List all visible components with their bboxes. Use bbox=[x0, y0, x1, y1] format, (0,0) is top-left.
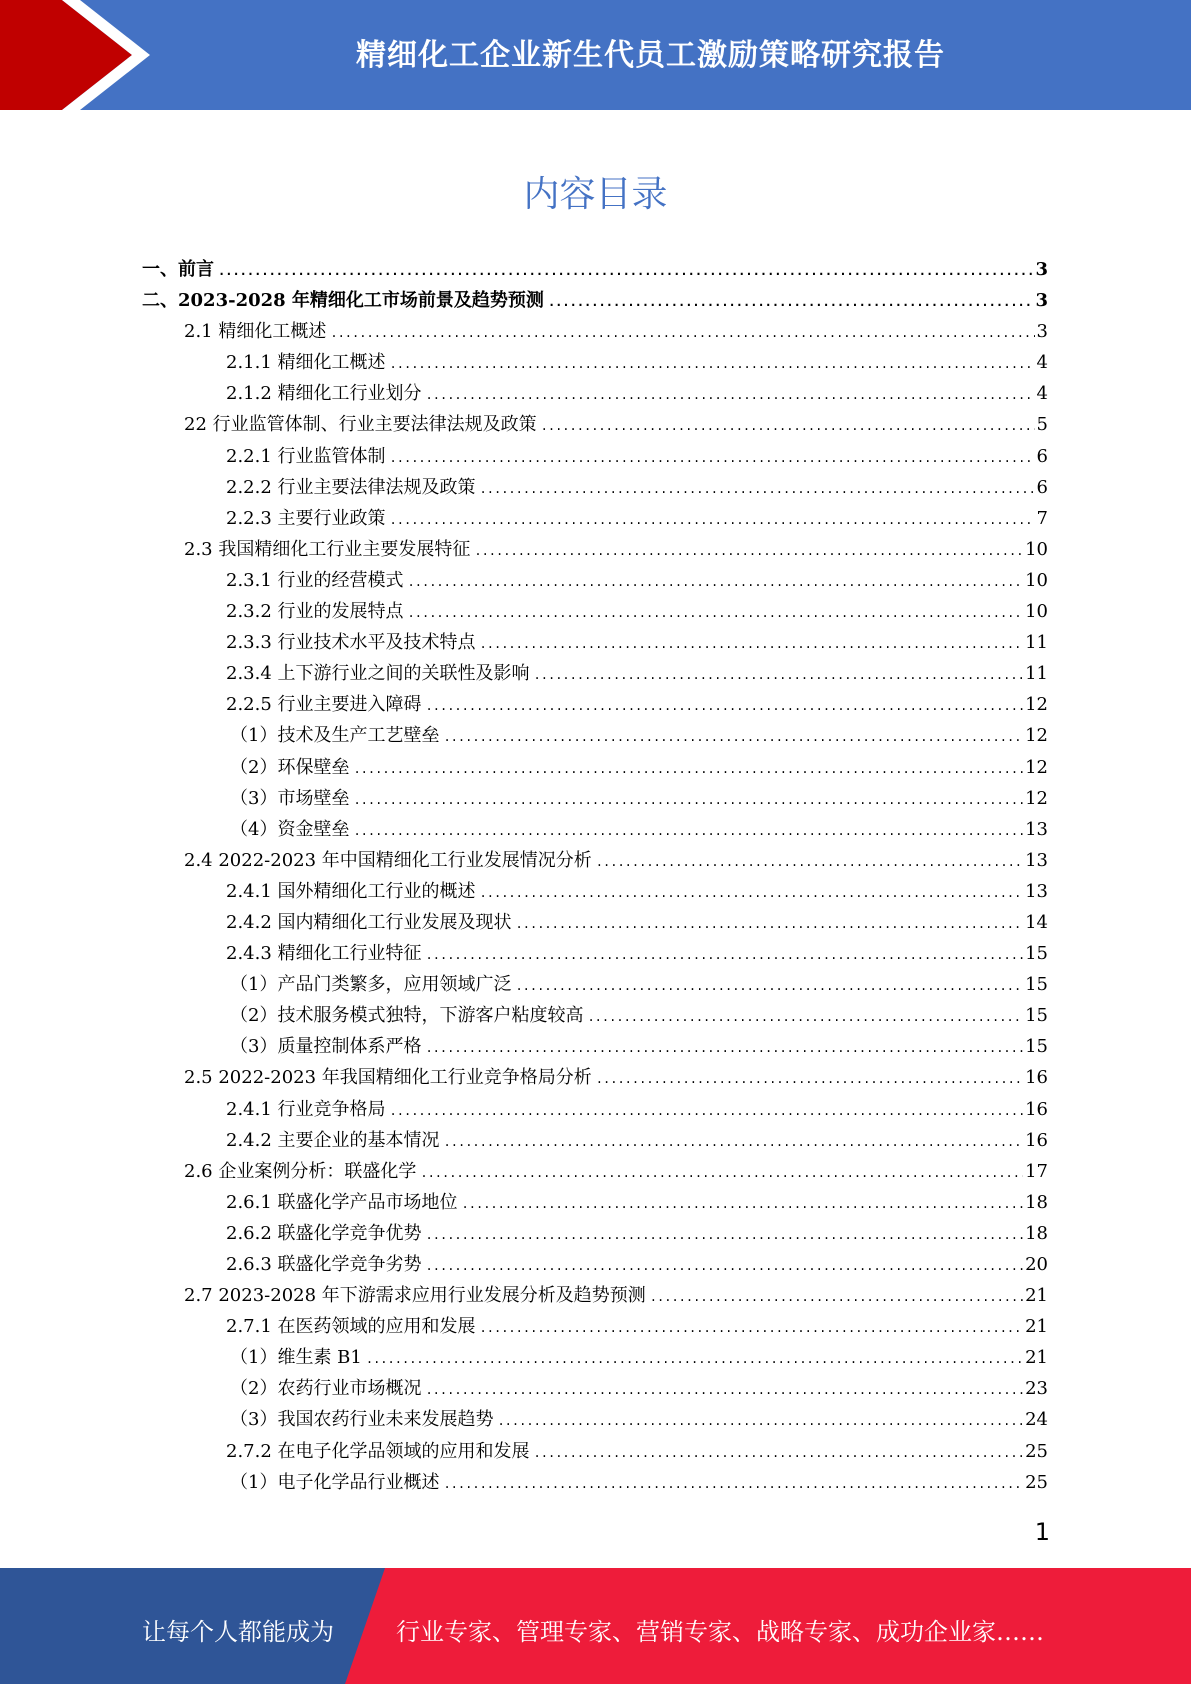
toc-entry-label: 2.4.1 行业竞争格局 bbox=[226, 1098, 386, 1120]
toc-dot-leader bbox=[587, 1002, 1023, 1033]
toc-entry[interactable] bbox=[142, 720, 1048, 751]
toc-entry-label: 2.6.1 联盛化学产品市场地位 bbox=[226, 1191, 458, 1213]
toc-entry-page: 18 bbox=[1025, 1191, 1048, 1213]
toc-dot-leader bbox=[390, 505, 1035, 536]
toc-entry[interactable] bbox=[142, 752, 1048, 783]
toc-entry-page: 16 bbox=[1025, 1098, 1048, 1120]
toc-entry-page: 21 bbox=[1025, 1316, 1048, 1338]
toc-entry-label: 2.4.3 精细化工行业特征 bbox=[226, 943, 422, 965]
header-arrow-decoration bbox=[0, 0, 160, 110]
toc-entry-label: 2.3.4 上下游行业之间的关联性及影响 bbox=[226, 663, 530, 685]
toc-dot-leader bbox=[480, 629, 1024, 660]
toc-entry-label: （3）我国农药行业未来发展趋势 bbox=[230, 1409, 494, 1431]
toc-entry-label: 2.2.1 行业监管体制 bbox=[226, 445, 386, 467]
page-header bbox=[0, 0, 1191, 110]
toc-entry[interactable] bbox=[142, 1249, 1048, 1280]
toc-dot-leader bbox=[330, 318, 1034, 349]
toc-entry-label: （1）产品门类繁多，应用领域广泛 bbox=[230, 974, 512, 996]
toc-dot-leader bbox=[443, 722, 1023, 753]
toc-entry[interactable] bbox=[142, 1000, 1048, 1031]
toc-entry-page: 6 bbox=[1036, 445, 1048, 467]
toc-entry-label: 2.2.2 行业主要法律法规及政策 bbox=[226, 476, 476, 498]
toc-dot-leader bbox=[516, 909, 1024, 940]
toc-entry-label: 2.7 2023-2028 年下游需求应用行业发展分析及趋势预测 bbox=[184, 1285, 646, 1307]
toc-entry-label: 22 行业监管体制、行业主要法律法规及政策 bbox=[184, 414, 537, 436]
toc-dot-leader bbox=[426, 691, 1024, 722]
toc-entry[interactable] bbox=[142, 596, 1048, 627]
toc-entry-page: 3 bbox=[1035, 290, 1048, 312]
toc-dot-leader bbox=[425, 1033, 1023, 1064]
toc-entry-label: 2.5 2022-2023 年我国精细化工行业竞争格局分析 bbox=[184, 1067, 592, 1089]
toc-entry-page: 7 bbox=[1036, 507, 1048, 529]
toc-entry-label: 2.1 精细化工概述 bbox=[184, 321, 327, 343]
toc-entry[interactable] bbox=[142, 565, 1048, 596]
toc-entry-page: 10 bbox=[1025, 569, 1048, 591]
toc-heading: 内容目录 bbox=[523, 174, 668, 215]
toc-entry[interactable] bbox=[142, 378, 1048, 409]
toc-dot-leader bbox=[596, 847, 1023, 878]
toc-dot-leader bbox=[353, 785, 1023, 816]
toc-entry[interactable] bbox=[142, 814, 1048, 845]
toc-dot-leader bbox=[541, 411, 1035, 442]
toc-entry-page: 13 bbox=[1025, 880, 1048, 902]
page-number: 1 bbox=[1034, 1518, 1050, 1546]
toc-entry-page: 12 bbox=[1025, 787, 1048, 809]
toc-entry-label: （3）市场壁垒 bbox=[230, 787, 350, 809]
toc-entry-label: （2）农药行业市场概况 bbox=[230, 1378, 422, 1400]
toc-entry-page: 3 bbox=[1035, 259, 1048, 280]
toc-entry-label: 2.3.1 行业的经营模式 bbox=[226, 569, 404, 591]
toc-dot-leader bbox=[353, 754, 1023, 785]
toc-entry-label: 2.6 企业案例分析：联盛化学 bbox=[184, 1160, 417, 1182]
toc-entry[interactable] bbox=[142, 254, 1048, 285]
toc-entry-page: 21 bbox=[1025, 1347, 1048, 1369]
toc-entry-page: 12 bbox=[1025, 756, 1048, 778]
toc-dot-leader bbox=[390, 349, 1035, 380]
toc-entry[interactable] bbox=[142, 1436, 1048, 1467]
toc-entry-label: （4）资金壁垒 bbox=[230, 818, 350, 840]
toc-entry-label: （1）电子化学品行业概述 bbox=[230, 1471, 440, 1493]
toc-dot-leader bbox=[426, 1251, 1024, 1282]
toc-dot-leader bbox=[426, 380, 1035, 411]
toc-entry-page: 18 bbox=[1025, 1222, 1048, 1244]
toc-entry[interactable] bbox=[142, 969, 1048, 1000]
toc-dot-leader bbox=[480, 1313, 1024, 1344]
toc-entry[interactable] bbox=[142, 441, 1048, 472]
toc-dot-leader bbox=[408, 598, 1024, 629]
toc-entry-page: 6 bbox=[1036, 476, 1048, 498]
toc-entry-label: 2.4.2 国内精细化工行业发展及现状 bbox=[226, 911, 512, 933]
toc-entry-label: 2.3.3 行业技术水平及技术特点 bbox=[226, 632, 476, 654]
toc-entry-page: 24 bbox=[1025, 1409, 1048, 1431]
toc-dot-leader bbox=[443, 1469, 1023, 1500]
toc-entry-page: 10 bbox=[1025, 601, 1048, 623]
toc-entry[interactable] bbox=[142, 1342, 1048, 1373]
toc-entry-label: 二、2023-2028 年精细化工市场前景及趋势预测 bbox=[142, 290, 544, 312]
toc-entry-label: 2.4.2 主要企业的基本情况 bbox=[226, 1129, 440, 1151]
toc-entry-page: 4 bbox=[1036, 383, 1048, 405]
toc-entry-page: 14 bbox=[1025, 911, 1048, 933]
toc-entry-page: 12 bbox=[1025, 694, 1048, 716]
toc-entry-label: （1）维生素 B1 bbox=[230, 1347, 362, 1369]
toc-entry[interactable] bbox=[142, 1156, 1048, 1187]
toc-entry-page: 15 bbox=[1025, 974, 1048, 996]
toc-dot-leader bbox=[390, 1096, 1024, 1127]
toc-entry-label: （2）技术服务模式独特，下游客户粘度较高 bbox=[230, 1005, 584, 1027]
toc-entry-label: 2.3 我国精细化工行业主要发展特征 bbox=[184, 538, 471, 560]
toc-dot-leader bbox=[515, 971, 1023, 1002]
toc-entry-label: 2.6.3 联盛化学竞争劣势 bbox=[226, 1254, 422, 1275]
toc-dot-leader bbox=[218, 256, 1033, 287]
toc-entry[interactable] bbox=[142, 845, 1048, 876]
toc-entry-label: 2.1.1 精细化工概述 bbox=[226, 352, 386, 374]
toc-entry[interactable] bbox=[142, 938, 1048, 969]
toc-dot-leader bbox=[426, 1220, 1024, 1251]
toc-entry[interactable] bbox=[142, 472, 1048, 503]
footer-slogan-right: 行业专家、管理专家、营销专家、战略专家、成功企业家…… bbox=[396, 1618, 1044, 1646]
toc-entry-page: 25 bbox=[1025, 1440, 1048, 1462]
toc-entry[interactable] bbox=[142, 1218, 1048, 1249]
toc-dot-leader bbox=[480, 474, 1035, 505]
toc-entry[interactable] bbox=[142, 316, 1048, 347]
toc-entry-page: 25 bbox=[1025, 1471, 1048, 1493]
toc-entry-label: 2.6.2 联盛化学竞争优势 bbox=[226, 1222, 422, 1244]
toc-entry[interactable] bbox=[142, 503, 1048, 534]
toc-entry-page: 3 bbox=[1036, 321, 1048, 343]
toc-entry[interactable] bbox=[142, 1187, 1048, 1218]
toc-dot-leader bbox=[425, 1375, 1023, 1406]
toc-entry-page: 17 bbox=[1025, 1160, 1048, 1182]
toc-entry-page: 13 bbox=[1025, 849, 1048, 871]
toc-entry[interactable] bbox=[142, 347, 1048, 378]
toc-entry[interactable] bbox=[142, 1062, 1048, 1093]
toc-entry-page: 16 bbox=[1025, 1129, 1048, 1151]
toc-dot-leader bbox=[474, 536, 1023, 567]
toc-entry[interactable] bbox=[142, 409, 1048, 440]
page-footer bbox=[0, 1568, 1191, 1684]
toc-entry-page: 13 bbox=[1025, 818, 1048, 840]
toc-entry[interactable] bbox=[142, 1125, 1048, 1156]
toc-entry-page: 5 bbox=[1036, 414, 1048, 436]
toc-entry-label: 2.7.1 在医药领域的应用和发展 bbox=[226, 1316, 476, 1338]
toc-dot-leader bbox=[390, 443, 1035, 474]
toc-entry-page: 4 bbox=[1036, 352, 1048, 374]
toc-dot-leader bbox=[596, 1064, 1023, 1095]
toc-entry-label: （3）质量控制体系严格 bbox=[230, 1036, 422, 1058]
footer-slogan-left: 让每个人都能成为 bbox=[142, 1618, 334, 1646]
toc-entry[interactable] bbox=[142, 876, 1048, 907]
toc-dot-leader bbox=[548, 287, 1034, 318]
toc-entry-label: 2.1.2 精细化工行业划分 bbox=[226, 383, 422, 405]
toc-dot-leader bbox=[444, 1127, 1024, 1158]
toc-entry[interactable] bbox=[142, 1404, 1048, 1435]
toc-entry-page: 21 bbox=[1025, 1285, 1048, 1307]
toc-entry-page: 12 bbox=[1025, 725, 1048, 747]
toc-entry-page: 15 bbox=[1025, 1005, 1048, 1027]
toc-entry-label: （2）环保壁垒 bbox=[230, 756, 350, 778]
toc-entry-page: 15 bbox=[1025, 1036, 1048, 1058]
toc-dot-leader bbox=[480, 878, 1024, 909]
toc-dot-leader bbox=[420, 1158, 1023, 1189]
toc-entry[interactable] bbox=[142, 1094, 1048, 1125]
toc-entry-page: 20 bbox=[1025, 1254, 1048, 1275]
toc-dot-leader bbox=[366, 1344, 1023, 1375]
toc-entry-page: 15 bbox=[1025, 943, 1048, 965]
toc-entry-label: 2.4.1 国外精细化工行业的概述 bbox=[226, 880, 476, 902]
toc-entry[interactable] bbox=[142, 689, 1048, 720]
report-title: 精细化工企业新生代员工激励策略研究报告 bbox=[356, 38, 945, 73]
toc-entry[interactable] bbox=[142, 658, 1048, 689]
toc-entry-label: 一、前言 bbox=[142, 259, 214, 280]
toc-entry-label: 2.4 2022-2023 年中国精细化工行业发展情况分析 bbox=[184, 849, 592, 871]
toc-entry-label: 2.7.2 在电子化学品领域的应用和发展 bbox=[226, 1440, 530, 1462]
toc-dot-leader bbox=[462, 1189, 1024, 1220]
toc-entry[interactable] bbox=[142, 1311, 1048, 1342]
toc-entry[interactable] bbox=[142, 627, 1048, 658]
toc-dot-leader bbox=[497, 1406, 1023, 1437]
toc-entry[interactable] bbox=[142, 1031, 1048, 1062]
toc-entry[interactable] bbox=[142, 285, 1048, 316]
toc-dot-leader bbox=[650, 1282, 1023, 1313]
toc-dot-leader bbox=[534, 660, 1024, 691]
toc-dot-leader bbox=[408, 567, 1024, 598]
toc-entry-label: 2.3.2 行业的发展特点 bbox=[226, 601, 404, 623]
table-of-contents bbox=[142, 254, 1048, 1498]
toc-dot-leader bbox=[534, 1438, 1024, 1469]
toc-entry-page: 16 bbox=[1025, 1067, 1048, 1089]
toc-dot-leader bbox=[353, 816, 1023, 847]
toc-entry-label: 2.2.3 主要行业政策 bbox=[226, 507, 386, 529]
toc-entry-page: 10 bbox=[1025, 538, 1048, 560]
toc-entry[interactable] bbox=[142, 1467, 1048, 1498]
toc-entry[interactable] bbox=[142, 534, 1048, 565]
toc-entry[interactable] bbox=[142, 783, 1048, 814]
toc-entry[interactable] bbox=[142, 1280, 1048, 1311]
toc-dot-leader bbox=[426, 940, 1024, 971]
toc-entry-label: （1）技术及生产工艺壁垒 bbox=[230, 725, 440, 747]
toc-entry-page: 11 bbox=[1025, 632, 1048, 654]
toc-entry-page: 11 bbox=[1025, 663, 1048, 685]
toc-entry-label: 2.2.5 行业主要进入障碍 bbox=[226, 694, 422, 716]
toc-entry[interactable] bbox=[142, 1373, 1048, 1404]
toc-entry-page: 23 bbox=[1025, 1378, 1048, 1400]
toc-entry[interactable] bbox=[142, 907, 1048, 938]
